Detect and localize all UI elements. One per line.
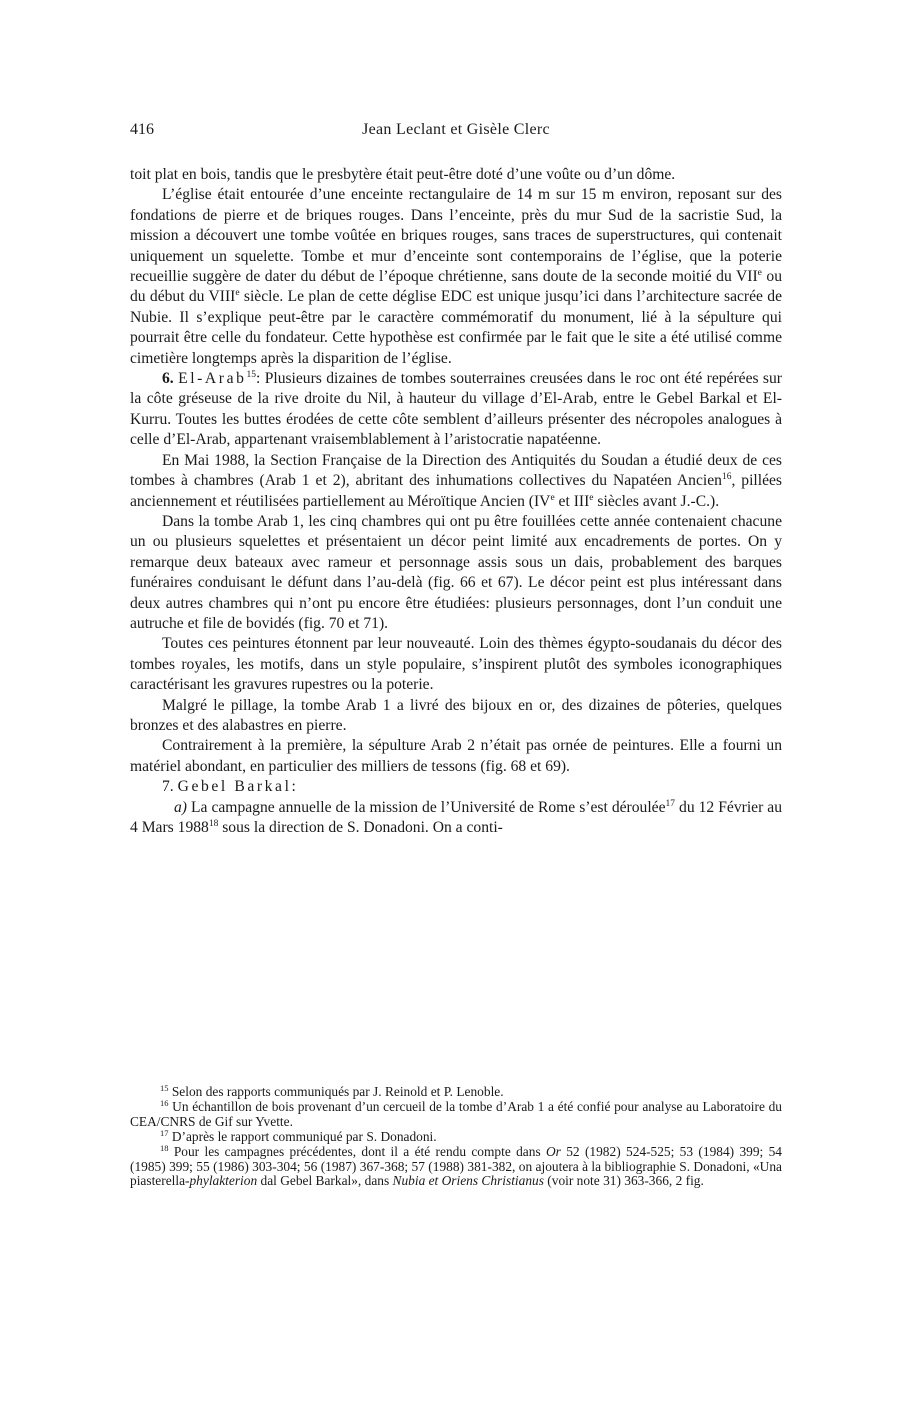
paragraph-arab-1: Dans la tombe Arab 1, les cinq chambres qui ont pu être fouillées cette année contenaient chacune un ou plusieurs squelettes et présentaient un décor peint limité aux encadrements de portes. On y remarque deux bateaux avec rameur et personnage assis sous un dais, probablement des barques funéraires conduisant le défunt dans l’au-delà (fig. 66 et 67). Le décor peint est plus intéressant dans deux autres chambres qui n’ont pu encore être étudiées: plusieurs personnages, dont l’un conduit une autruche et file de bovidés (fig. 70 et 71). [130, 512, 782, 632]
footnote-ref: 15 [246, 370, 256, 381]
section-heading: El-Arab [178, 370, 247, 388]
section-gebel-barkal [130, 777, 782, 797]
book-title: Nubia et Oriens Christianus [392, 1173, 544, 1189]
text-run: La campagne annuelle de la mission de l’Université de Rome s’est déroulée [187, 798, 666, 816]
footnote-ref: 18 [208, 819, 219, 829]
paragraph-finds: Malgré le pillage, la tombe Arab 1 a livré des bijoux en or, des dizaines de pôteries, quelques bronzes et des alabastres en pierre. [130, 696, 782, 734]
paragraph-paintings: Toutes ces peintures étonnent par leur nouveauté. Loin des thèmes égypto-soudanais du décor des tombes royales, les motifs, dans un style populaire, s’inspirent plutôt des symboles iconographiques caractérisant les gravures rupestres ou la poterie. [130, 635, 782, 694]
superscript: e [235, 288, 240, 299]
main-text [130, 165, 782, 838]
paragraph-rome-mission [130, 798, 782, 839]
superscript: e [589, 492, 594, 503]
footnote-text: Selon des rapports communiqués par J. Reinold et P. Lenoble. [168, 1084, 504, 1099]
text-run: : [291, 778, 296, 796]
footnote-number: 16 [160, 1097, 169, 1108]
footnote-text: dal Gebel Barkal», dans [257, 1173, 393, 1189]
text-run: En Mai 1988, la Section Française de la Direction des Antiquités du Soudan a étudié deux de ces tombes à chambres (Arab 1 et 2), abritant des inhumations collectives du Napatéen Ancien [130, 451, 782, 490]
section-heading: Gebel Barkal [177, 778, 292, 796]
footnote-17 [130, 1127, 782, 1145]
superscript: e [757, 268, 762, 279]
footnote-15 [130, 1085, 782, 1100]
text-run: ou du début du VIII [130, 268, 782, 306]
paragraph-enclosure [130, 185, 782, 369]
section-number: 7. [162, 778, 174, 796]
footnote-text: D’après le rapport communiqué par S. Donadoni. [168, 1128, 437, 1144]
paragraph-continuation: toit plat en bois, tandis que le presbytère était peut-être doté d’une voûte ou d’un dôme. [130, 166, 676, 183]
section-number: 6. [162, 370, 174, 388]
text-run: siècles avant J.-C.). [593, 492, 720, 510]
superscript: e [550, 492, 555, 503]
page-header [130, 121, 782, 145]
text-run: L’église était entourée d’une enceinte rectangulaire de 14 m sur 15 m environ, reposant sur des fondations de pierre et de briques rouges. Dans l’enceinte, près du mur Sud de la sacristie Sud, la mission a découvert une tombe voûtée en briques rouges, sans traces de superstructures, qui contenait uniquement un squelette. Tombe et mur d’enceinte sont contemporains de l’église, que la poterie recueillie suggère de dater du début de l’époque chrétienne, sans doute de la seconde moitié du VII [130, 186, 782, 286]
footnote-number: 17 [160, 1127, 169, 1138]
italic-term: phylakterion [189, 1173, 258, 1189]
footnote-text: (voir note 31) 363-366, 2 fig. [543, 1173, 704, 1189]
footnote-text: Pour les campagnes précédentes, dont il a été rendu compte dans [168, 1143, 546, 1159]
text-run: du 12 Février au 4 Mars 1988 [130, 798, 782, 836]
footnote-number: 15 [160, 1083, 169, 1093]
footnotes [130, 1085, 782, 1189]
footnote-ref: 17 [665, 798, 676, 809]
footnote-text: Un échantillon de bois provenant d’un cercueil de la tombe d’Arab 1 a été confié pour analyse au Laboratoire du CEA/CNRS de Gif sur Yvette. [130, 1098, 782, 1129]
journal-title: Or [546, 1143, 561, 1159]
footnote-text: 52 (1982) 524-525; 53 (1984) 399; 54 (1985) 399; 55 (1986) 303-304; 56 (1987) 367-368; 57 (1988) 381-382, on ajoutera à la bibliographie S. Donadoni, «Una piasterella- [130, 1143, 782, 1189]
running-title: Jean Leclant et Gisèle Clerc [362, 121, 550, 138]
footnote-18 [130, 1142, 782, 1190]
text-run: sous la direction de S. Donadoni. On a conti- [218, 819, 503, 836]
section-el-arab [130, 369, 782, 451]
footnote-16 [130, 1097, 782, 1130]
text-run: siècle. Le plan de cette déglise EDC est unique jusqu’ici dans l’architecture sacrée de Nubie. Il s’explique peut-être par le caractère commémoratif du monument, lié à la sépulture qui pourrait être celle du fondateur. Cette hypothèse est confirmée par le fait que le site a été utilisé comme cimetière longtemps après la disparition de l’église. [130, 288, 782, 367]
footnote-number: 18 [160, 1142, 169, 1153]
page-number: 416 [130, 121, 154, 138]
footnote-ref: 16 [721, 472, 732, 483]
item-label: a) [174, 798, 187, 816]
text-run: : Plusieurs dizaines de tombes souterraines creusées dans le roc ont été repérées sur la côte gréseuse de la rive droite du Nil, à hauteur du village d’El-Arab, entre le Gebel Barkal et El-Kurru. Toutes les buttes érodées de cette côte semblent d’ailleurs présenter des nécropoles analogues à celle d’El-Arab, appartenant vraisemblablement à l’aristocratie napatéenne. [130, 370, 782, 449]
paragraph-may-1988 [130, 451, 782, 512]
text-run: et III [554, 492, 590, 510]
paragraph-arab-2: Contrairement à la première, la sépulture Arab 2 n’était pas ornée de peintures. Elle a fourni un matériel abondant, en particulier des milliers de tessons (fig. 68 et 69). [130, 737, 782, 775]
text-run: , pillées anciennement et réutilisées partiellement au Méroïtique Ancien (IV [130, 472, 782, 510]
